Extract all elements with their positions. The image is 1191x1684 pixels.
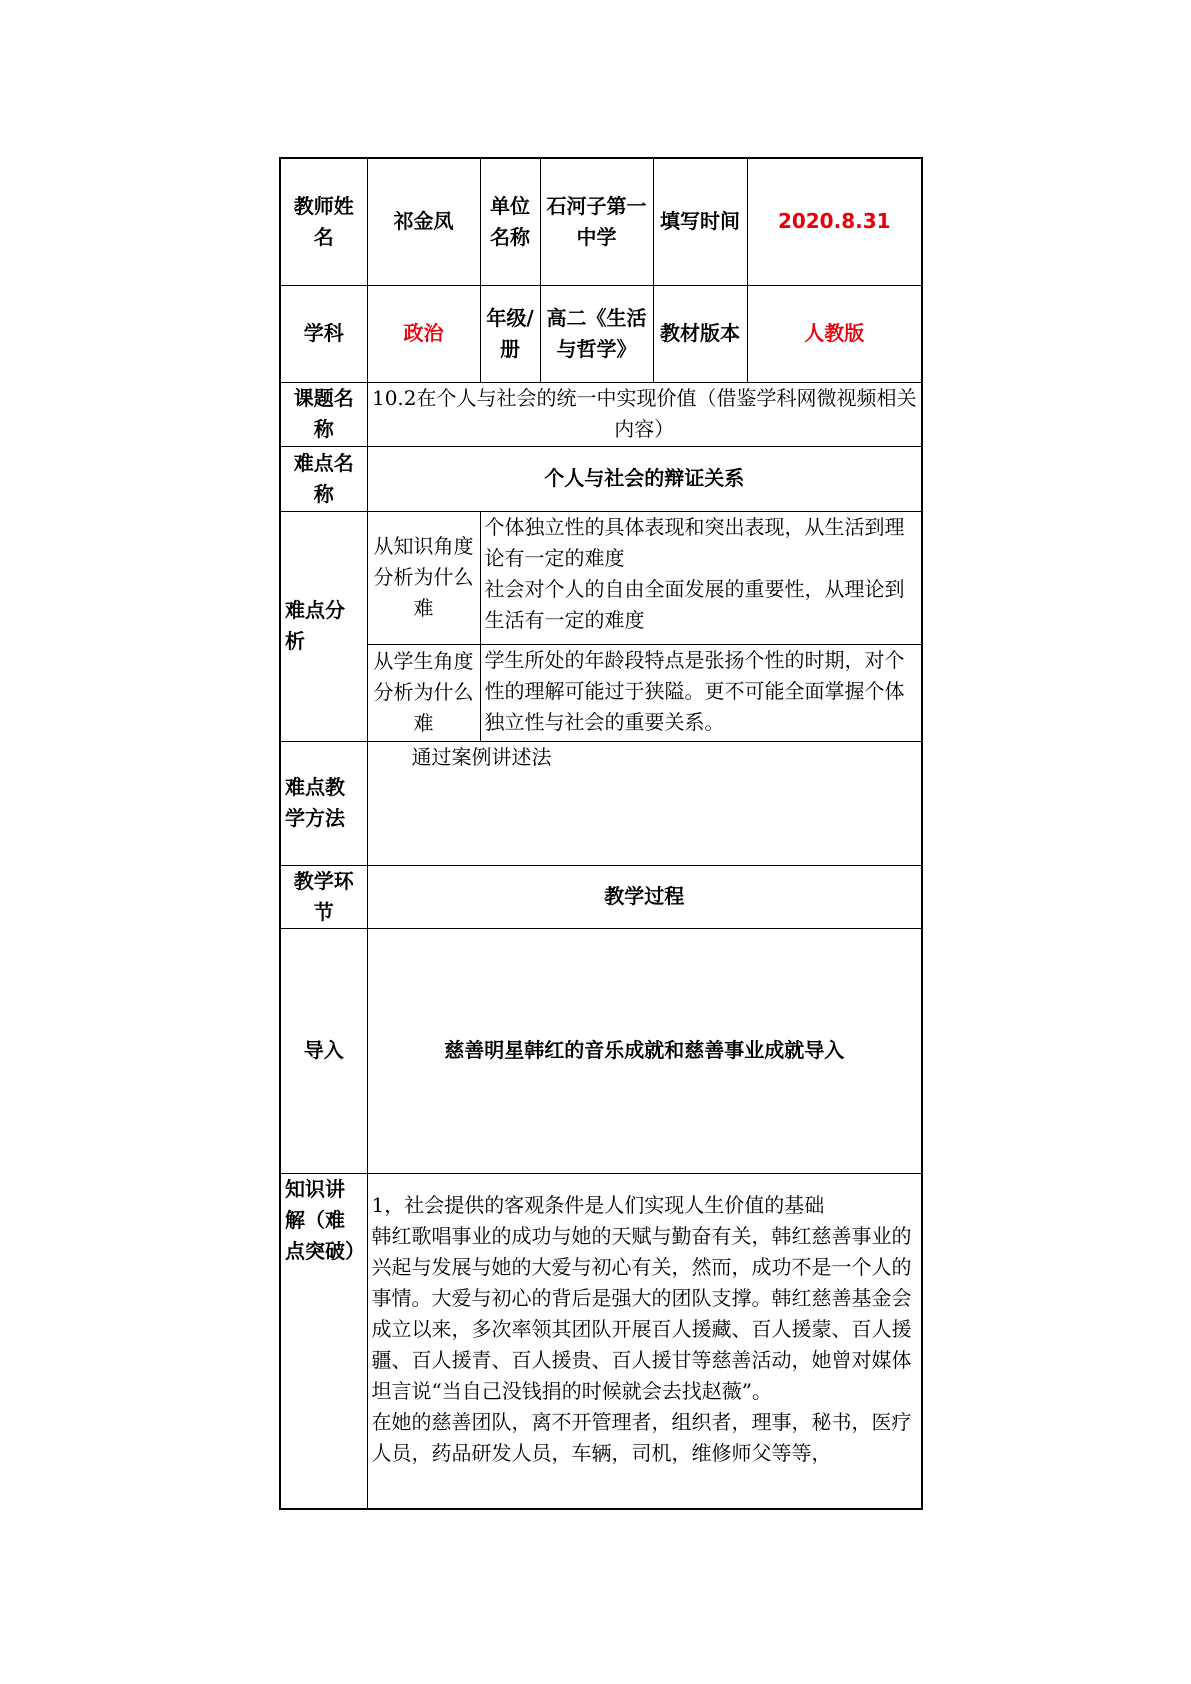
row-teacher	[280, 158, 922, 285]
knowledge-angle-text	[480, 511, 922, 644]
knowledge-content	[367, 1173, 922, 1509]
grade-value: 高二《生活与哲学》	[540, 285, 653, 382]
lesson-plan-table	[279, 157, 923, 1510]
unit-label: 单位名称	[480, 158, 540, 285]
row-difficulty	[280, 446, 922, 511]
knowledge-paragraph-1: 1，社会提供的客观条件是人们实现人生价值的基础	[371, 1192, 825, 1217]
knowledge-paragraph-3: 在她的慈善团队，离不开管理者，组织者，理事，秘书，医疗人员，药品研发人员，车辆，司机，维修师父等等，	[371, 1409, 912, 1465]
lesson-title-value: 10.2在个人与社会的统一中实现价值（借鉴学科网微视频相关内容）	[367, 382, 922, 446]
process-label: 教学过程	[367, 865, 922, 928]
row-method	[280, 741, 922, 865]
difficulty-value: 个人与社会的辩证关系	[367, 446, 922, 511]
intro-text: 慈善明星韩红的音乐成就和慈善事业成就导入	[367, 928, 922, 1173]
knowledge-paragraph-2: 韩红歌唱事业的成功与她的天赋与勤奋有关，韩红慈善事业的兴起与发展与她的大爱与初心有关，然而，成功不是一个人的事情。大爱与初心的背后是强大的团队支撑。韩红慈善基金会成立以来，多次率领其团队开展百人援藏、百人援蒙、百人援疆、百人援青、百人援贵、百人援甘等慈善活动，她曾对媒体坦言说“当自己没钱捐的时候就会去找赵薇”。	[371, 1223, 912, 1403]
method-label: 难点教学方法	[280, 741, 367, 865]
row-analysis-student	[280, 644, 922, 741]
method-value: 通过案例讲述法	[367, 741, 922, 865]
row-analysis-knowledge	[280, 511, 922, 644]
difficulty-label: 难点名称	[280, 446, 367, 511]
unit-name: 石河子第一中学	[540, 158, 653, 285]
student-angle-text: 学生所处的年龄段特点是张扬个性的时期，对个性的理解可能过于狭隘。更不可能全面掌握个体独立性与社会的重要关系。	[480, 644, 922, 741]
subject-label: 学科	[280, 285, 367, 382]
intro-label: 导入	[280, 928, 367, 1173]
knowledge-angle-label: 从知识角度分析为什么难	[367, 511, 480, 644]
grade-label: 年级/册	[480, 285, 540, 382]
subject-value: 政治	[367, 285, 480, 382]
date-label: 填写时间	[653, 158, 747, 285]
row-intro	[280, 928, 922, 1173]
knowledge-text-2: 社会对个人的自由全面发展的重要性，从理论到生活有一定的难度	[484, 576, 905, 632]
row-subject	[280, 285, 922, 382]
row-knowledge	[280, 1173, 922, 1509]
teacher-label: 教师姓名	[280, 158, 367, 285]
knowledge-label: 知识讲解（难点突破）	[280, 1173, 367, 1509]
row-title	[280, 382, 922, 446]
date-value: 2020.8.31	[747, 158, 922, 285]
knowledge-text-1: 个体独立性的具体表现和突出表现，从生活到理论有一定的难度	[484, 514, 905, 570]
stage-label: 教学环节	[280, 865, 367, 928]
teacher-name: 祁金凤	[367, 158, 480, 285]
edition-value: 人教版	[747, 285, 922, 382]
student-angle-label: 从学生角度分析为什么难	[367, 644, 480, 741]
lesson-title-label: 课题名称	[280, 382, 367, 446]
row-stage-header	[280, 865, 922, 928]
analysis-label: 难点分析	[280, 511, 367, 741]
edition-label: 教材版本	[653, 285, 747, 382]
